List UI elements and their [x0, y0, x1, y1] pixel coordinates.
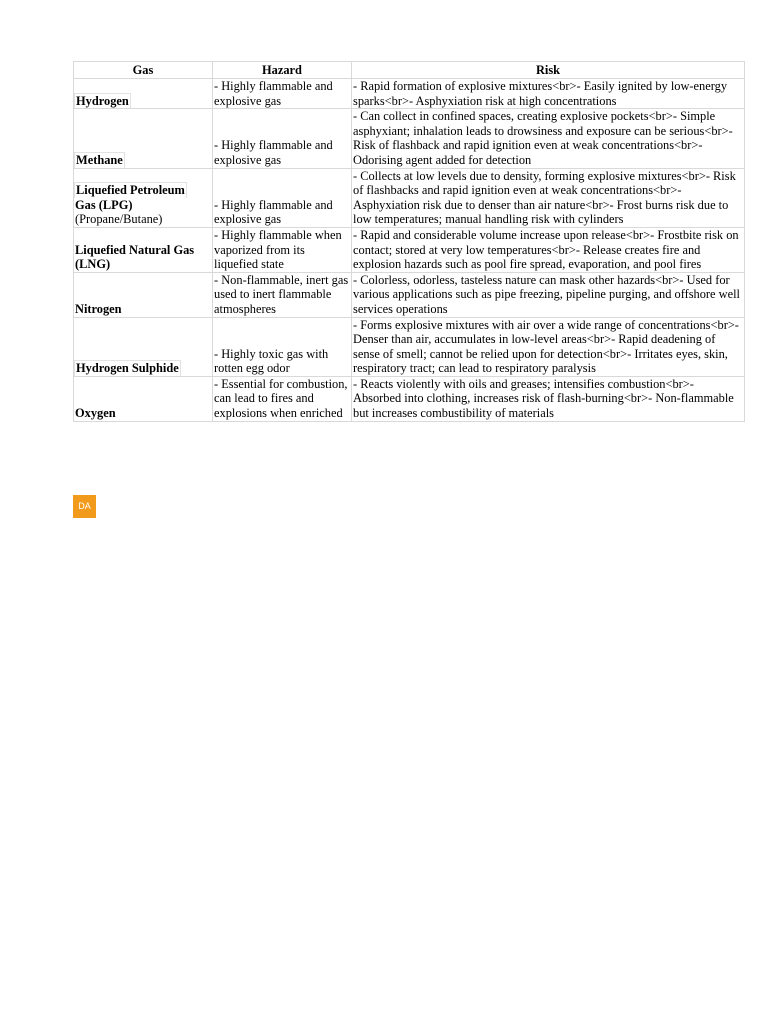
table-row-lng: [74, 227, 745, 272]
hazard-cell: - Highly flammable and explosive gas: [213, 168, 352, 227]
gas-name: Liquefied Natural Gas (LNG): [75, 242, 195, 272]
risk-cell: - Rapid formation of explosive mixtures<br>- Easily ignited by low-energy sparks<br>- Asphyxiation risk at high concentrations: [352, 79, 745, 109]
table-row-hydrogen: [74, 79, 745, 109]
hazard-cell: - Essential for combustion, can lead to fires and explosions when enriched: [213, 376, 352, 421]
table-row-oxygen: [74, 376, 745, 421]
gas-cell: [74, 227, 213, 272]
column-header-gas: Gas: [74, 62, 213, 79]
risk-cell: - Rapid and considerable volume increase upon release<br>- Frostbite risk on contact; stored at very low temperatures<br>- Release creates fire and explosion hazards such as pool fire spread, evaporation, and pool fires: [352, 227, 745, 272]
gas-cell: [74, 79, 213, 109]
hazard-cell: - Highly toxic gas with rotten egg odor: [213, 317, 352, 376]
document-sheet: [73, 61, 744, 422]
gas-name-line2: Gas (LPG): [75, 197, 133, 212]
gas-cell: [74, 376, 213, 421]
gas-name: Liquefied Petroleum: [76, 183, 185, 198]
risk-cell: - Colorless, odorless, tasteless nature can mask other hazards<br>- Used for various applications such as pipe freezing, pipeline purging, and offshore well services operations: [352, 272, 745, 317]
risk-cell: - Can collect in confined spaces, creating explosive pockets<br>- Simple asphyxiant; inhalation leads to drowsiness and exposure can be serious<br>- Risk of flashback and rapid ignition even at weak concentrations<br>- Odorising agent added for detection: [352, 109, 745, 168]
risk-cell: - Collects at low levels due to density, forming explosive mixtures<br>- Risk of flashbacks and rapid ignition even at weak concentrations<br>- Asphyxiation risk due to denser than air nature<br>- Frost burns risk due to low temperatures; manual handling risk with cylinders: [352, 168, 745, 227]
hazard-cell: - Non-flammable, inert gas used to inert flammable atmospheres: [213, 272, 352, 317]
hazard-cell: - Highly flammable and explosive gas: [213, 109, 352, 168]
hazard-cell: - Highly flammable when vaporized from its liquefied state: [213, 227, 352, 272]
hazard-cell: - Highly flammable and explosive gas: [213, 79, 352, 109]
gas-cell: [74, 317, 213, 376]
risk-cell: - Forms explosive mixtures with air over a wide range of concentrations<br>- Denser than air, accumulates in low-level areas<br>- Rapid deadening of sense of smell; cannot be relied upon for detection<br>- Irritates eyes, skin, respiratory tract; can lead to respiratory paralysis: [352, 317, 745, 376]
table-row-lpg: [74, 168, 745, 227]
da-badge-icon[interactable]: DA: [73, 495, 96, 518]
gas-name: Hydrogen: [76, 93, 129, 108]
column-header-risk: Risk: [352, 62, 745, 79]
gas-name: Hydrogen Sulphide: [76, 361, 179, 376]
gas-name: Methane: [76, 152, 123, 167]
table-row-hydrogen-sulphide: [74, 317, 745, 376]
risk-cell: - Reacts violently with oils and greases; intensifies combustion<br>- Absorbed into clothing, increases risk of flash-burning<br>- Non-flammable but increases combustibility of materials: [352, 376, 745, 421]
table-row-methane: [74, 109, 745, 168]
gas-cell: [74, 272, 213, 317]
table-header-row: [74, 62, 745, 79]
gas-name: Oxygen: [75, 406, 116, 421]
gas-subtitle: (Propane/Butane): [75, 212, 163, 227]
table-row-nitrogen: [74, 272, 745, 317]
gas-name: Nitrogen: [75, 301, 122, 316]
gas-cell: [74, 168, 213, 227]
column-header-hazard: Hazard: [213, 62, 352, 79]
gas-cell: [74, 109, 213, 168]
gas-hazard-table: [73, 61, 745, 422]
